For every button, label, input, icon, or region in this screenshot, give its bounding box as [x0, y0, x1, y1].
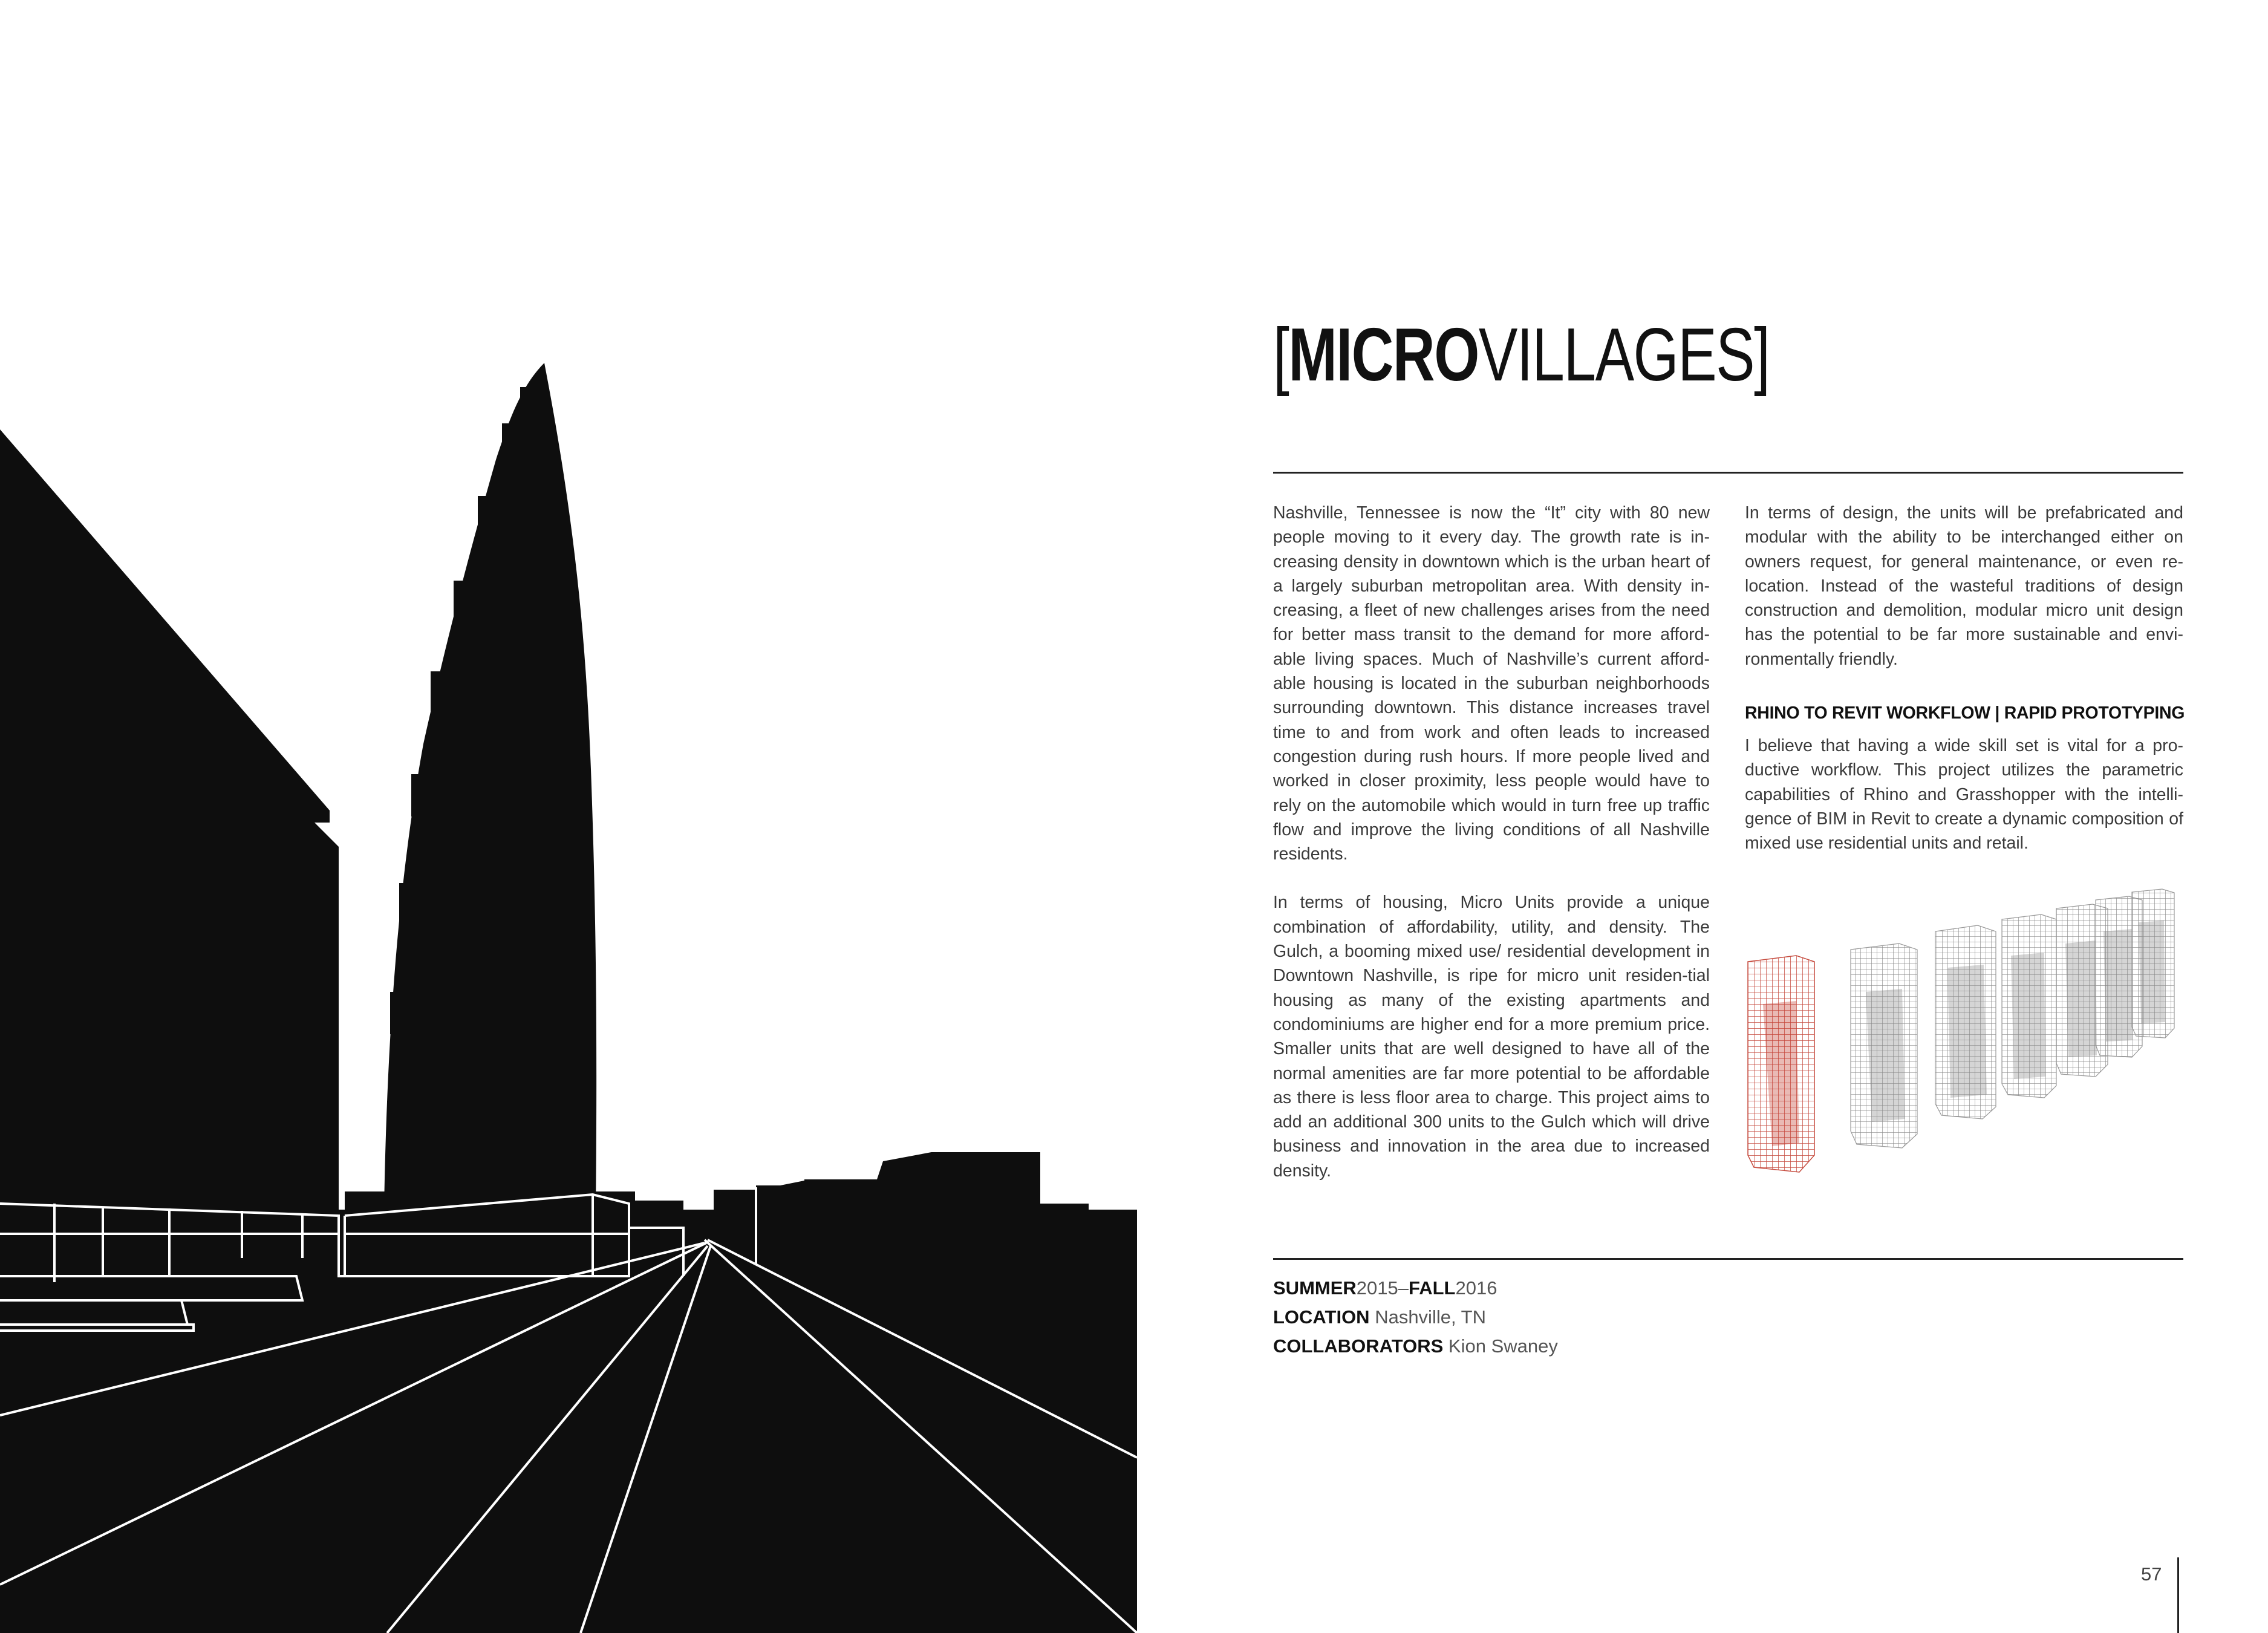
- title-bracket-close: ]: [1754, 313, 1770, 397]
- project-collaborators: [1273, 1334, 1558, 1358]
- dates-value-end: 2016: [1455, 1277, 1497, 1299]
- left-slanted-building: [0, 429, 339, 1234]
- location-value: Nashville, TN: [1369, 1306, 1486, 1328]
- page-number-bar: [2177, 1557, 2179, 1633]
- title-bold: MICRO: [1288, 313, 1479, 397]
- dates-value-start: 2015–: [1356, 1277, 1409, 1299]
- bottom-divider: [1273, 1258, 2183, 1260]
- title-light: VILLAGES: [1478, 313, 1755, 397]
- location-key: LOCATION: [1273, 1306, 1370, 1328]
- project-location: [1273, 1305, 1486, 1329]
- text-column-right: [1745, 501, 2183, 671]
- text-column-right-workflow: [1745, 734, 2183, 855]
- project-dates: [1273, 1276, 1497, 1300]
- collaborators-key: COLLABORATORS: [1273, 1335, 1444, 1357]
- project-title: [1273, 313, 1770, 397]
- page-number: 57: [2141, 1563, 2162, 1585]
- paragraph-nashville: Nashville, Tennessee is now the “It” city with 80 new people moving to it every day. The growth rate is in-creasing density in downtown which is the urban heart of a largely suburban metropolitan area. With density in-creasing, a fleet of new challenges arises from the need for better mass transit to the demand for more afford-able living spaces. Much of Nashville’s current afford-able housing is located in the suburban neighborhoods surrounding downtown. This distance increases travel time to and from work and often leads to increased congestion during rush hours. If more people lived and worked in closer proximity, less people would have to rely on the automobile which would in turn free up traffic flow and improve the living conditions of all Nashville residents.: [1273, 503, 1710, 864]
- title-bracket-open: [: [1273, 313, 1289, 397]
- dates-key-fall: FALL: [1409, 1277, 1456, 1299]
- workflow-subheading: RHINO TO REVIT WORKFLOW | RAPID PROTOTYPING: [1745, 703, 2185, 723]
- top-divider: [1273, 472, 2183, 474]
- paragraph-workflow: I believe that having a wide skill set is vital for a pro-ductive workflow. This project utilizes the parametric capabilities of Rhino and Grasshopper with the intelli-gence of BIM in Revit to create a dynamic composition of mixed use residential units and retail.: [1745, 736, 2183, 853]
- dates-key-summer: SUMMER: [1273, 1277, 1357, 1299]
- text-column-left: [1273, 501, 1710, 1183]
- red-module-tower: [1748, 956, 1814, 1172]
- paragraph-design: In terms of design, the units will be prefabricated and modular with the ability to be interchanged either on owners request, for general maintenance, or even re-location. Instead of the wasteful traditions of design construction and demolition, modular micro unit design has the potential to be far more sustainable and envi-ronmentally friendly.: [1745, 503, 2183, 669]
- modular-towers-figure: [1730, 871, 2189, 1185]
- paragraph-housing: In terms of housing, Micro Units provide a unique combination of affordability, utility, and density. The Gulch, a booming mixed use/ residential development in Downtown Nashville, is ripe for micro unit residen-tial housing as many of the existing apartments and condominiums are higher end for a more premium price. Smaller units that are well designed to have all of the normal amenities are far more potential to be affordable as there is less floor area to charge. This project aims to add an additional 300 units to the Gulch which will drive business and innovation in the area due to increased density.: [1273, 893, 1710, 1181]
- collaborators-value: Kion Swaney: [1443, 1335, 1558, 1357]
